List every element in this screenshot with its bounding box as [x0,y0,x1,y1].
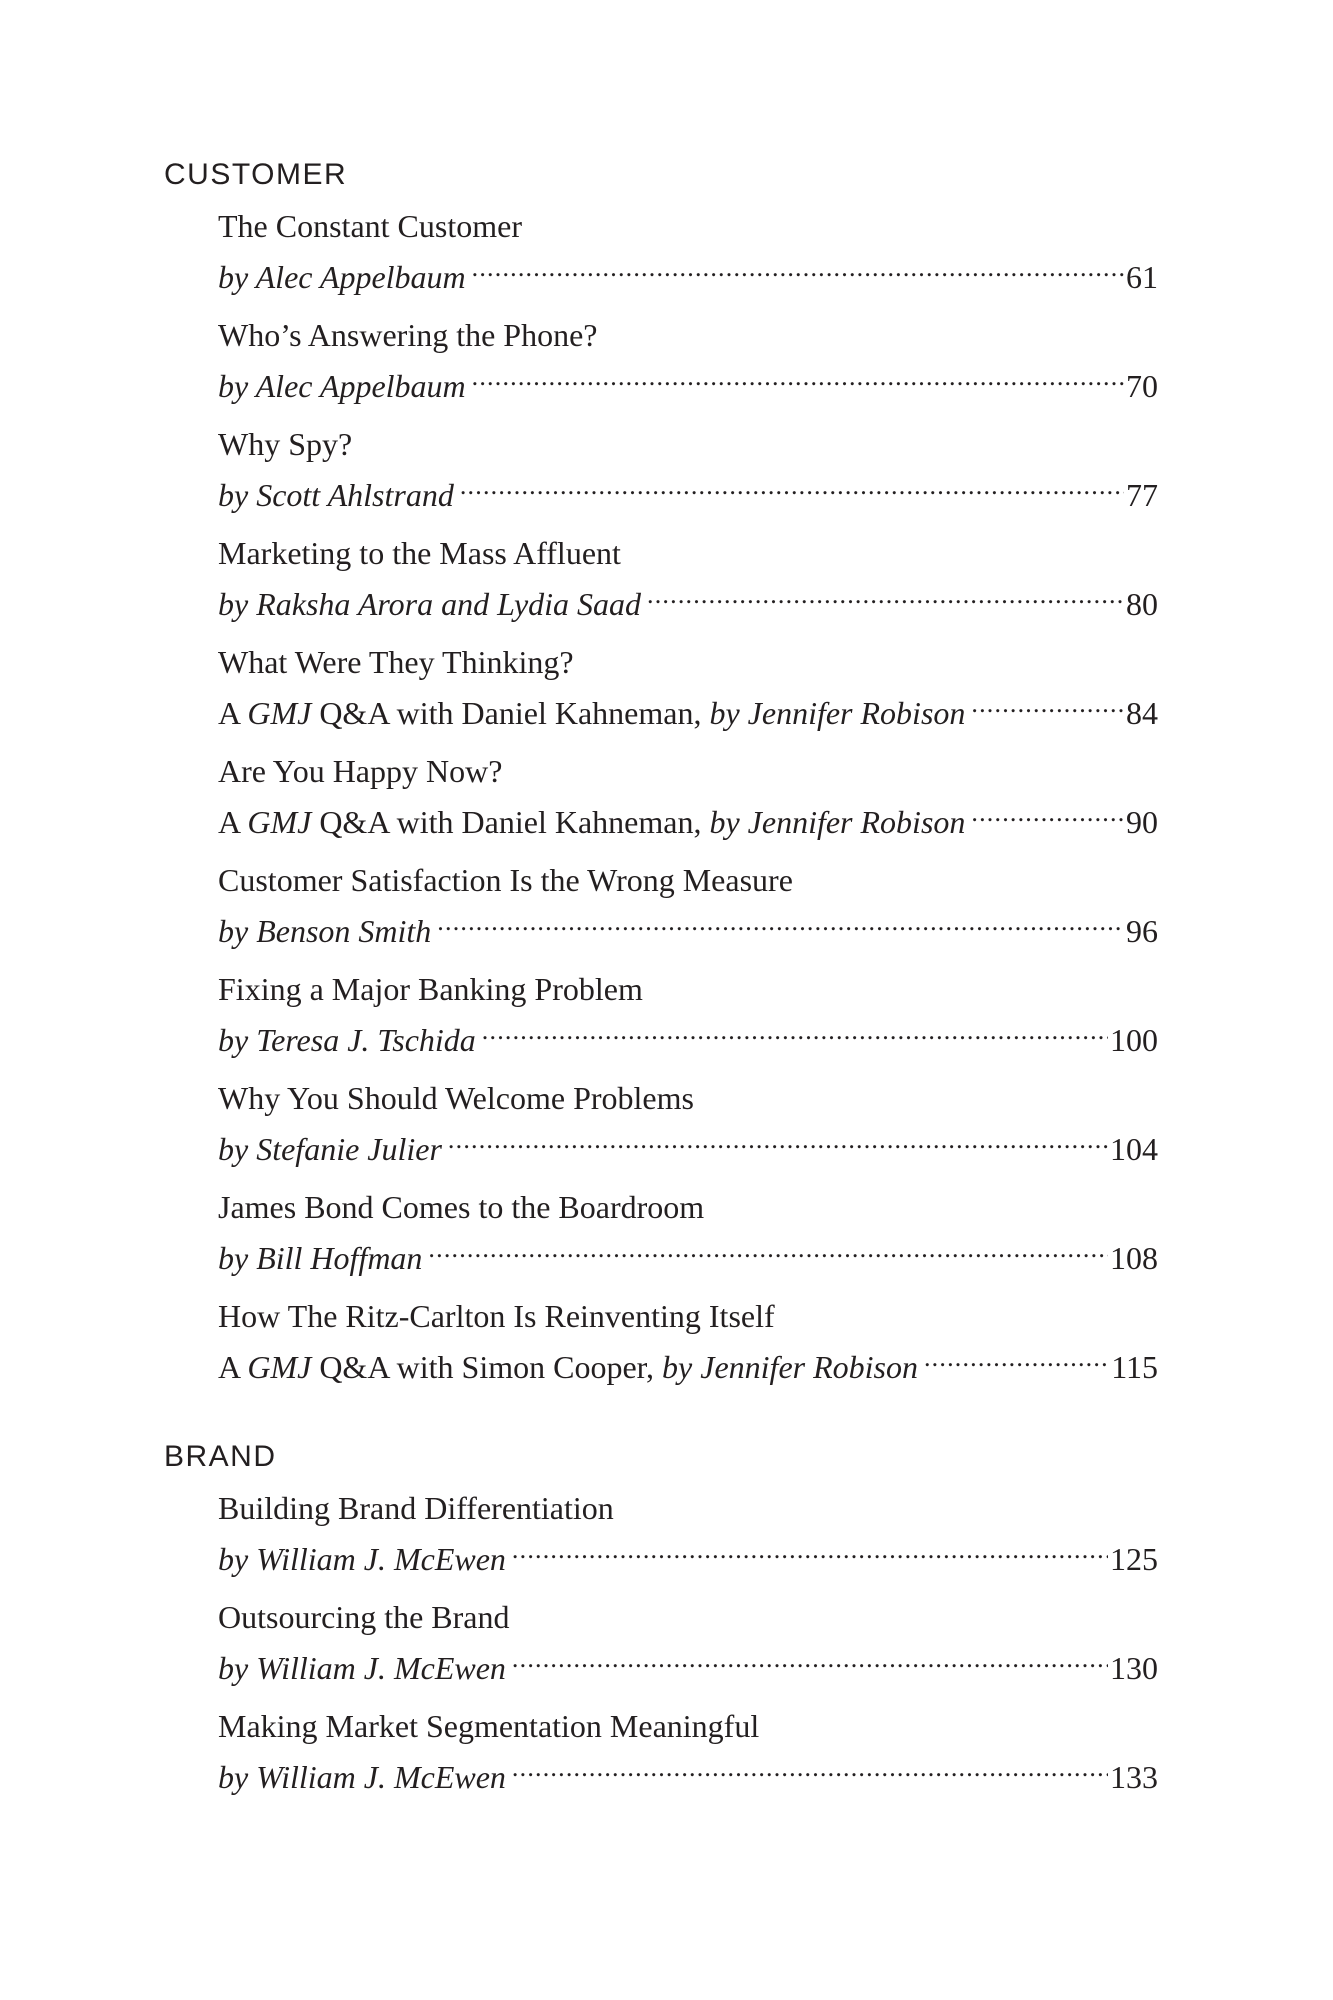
dot-leader [482,1011,1108,1051]
entry-byline: by William J. McEwen [218,1541,506,1577]
entry-byline-row [218,902,1158,949]
entry-byline: by Benson Smith [218,913,432,949]
entry-page-number: 115 [1111,1349,1158,1385]
entry-byline-prefix [218,802,965,842]
entry-page-number: 125 [1110,1541,1158,1577]
toc-entry[interactable] [218,1597,1158,1686]
entry-byline-row [218,248,1158,295]
toc-entry[interactable] [218,424,1158,513]
publication-abbrev: GMJ [247,1349,312,1385]
entry-byline-row [218,1338,1158,1385]
entry-byline: by Jennifer Robison [662,1349,918,1385]
entry-page-number: 133 [1110,1759,1158,1795]
prefix-a: A [218,1349,248,1385]
entry-page-number: 90 [1126,804,1158,840]
toc-entry[interactable] [218,642,1158,731]
entry-byline-prefix [218,693,965,733]
toc-entry[interactable] [218,969,1158,1058]
entry-title: Making Market Segmentation Meaningful [218,1708,760,1744]
prefix-a: A [218,695,248,731]
entry-title: The Constant Customer [218,208,522,244]
toc-entry[interactable] [218,751,1158,840]
entry-page-number: 100 [1110,1022,1158,1058]
entry-page-number: 70 [1126,368,1158,404]
entry-title: Building Brand Differentiation [218,1490,614,1526]
entry-byline-row [218,684,1158,731]
publication-abbrev: GMJ [247,695,312,731]
entry-byline-row [218,1011,1158,1058]
dot-leader [647,575,1124,615]
toc-entry[interactable] [218,860,1158,949]
section-heading: BRAND [164,1440,277,1473]
entry-title: What Were They Thinking? [218,644,574,680]
toc-entry[interactable] [218,533,1158,622]
entry-title: Are You Happy Now? [218,753,503,789]
entry-byline-row [218,1748,1158,1795]
toc-entry[interactable] [218,206,1158,295]
entry-page-number: 77 [1126,477,1158,513]
entry-title: Customer Satisfaction Is the Wrong Measure [218,862,793,898]
publication-abbrev: GMJ [247,804,312,840]
section-heading: CUSTOMER [164,158,348,191]
entry-page-number: 130 [1110,1650,1158,1686]
entry-byline-row [218,1229,1158,1276]
entry-byline: by Jennifer Robison [709,695,966,731]
entry-byline: by Teresa J. Tschida [218,1022,476,1058]
toc-entry[interactable] [218,1706,1158,1795]
entry-title: James Bond Comes to the Boardroom [218,1189,705,1225]
entry-byline-row [218,357,1158,404]
entry-byline: by Bill Hoffman [218,1240,423,1276]
entry-page-number: 108 [1110,1240,1158,1276]
entry-title: Fixing a Major Banking Problem [218,971,643,1007]
entry-page-number: 61 [1126,259,1158,295]
prefix-rest: Q&A with Daniel Kahneman, [311,695,710,731]
entry-title: How The Ritz-Carlton Is Reinventing Itself [218,1298,775,1334]
entry-byline: by Alec Appelbaum [218,368,466,404]
toc-entry[interactable] [218,315,1158,404]
entry-byline: by Alec Appelbaum [218,259,466,295]
dot-leader [971,684,1124,724]
dot-leader [472,357,1124,397]
entry-byline: by Raksha Arora and Lydia Saad [218,586,642,622]
dot-leader [512,1639,1108,1679]
toc-entry[interactable] [218,1187,1158,1276]
dot-leader [924,1338,1109,1378]
entry-byline-row [218,793,1158,840]
dot-leader [437,902,1124,942]
dot-leader [428,1229,1108,1269]
entry-page-number: 84 [1126,695,1158,731]
dot-leader [512,1530,1108,1570]
entry-byline-row [218,1639,1158,1686]
entry-byline: by Jennifer Robison [709,804,966,840]
entry-byline-row [218,1120,1158,1167]
entry-title: Outsourcing the Brand [218,1599,510,1635]
dot-leader [472,248,1124,288]
prefix-rest: Q&A with Simon Cooper, [311,1349,663,1385]
prefix-a: A [218,804,248,840]
dot-leader [448,1120,1108,1160]
dot-leader [460,466,1124,506]
prefix-rest: Q&A with Daniel Kahneman, [311,804,710,840]
entry-title: Why Spy? [218,426,353,462]
entry-title: Why You Should Welcome Problems [218,1080,694,1116]
entry-byline-row [218,575,1158,622]
entry-byline-row [218,1530,1158,1577]
toc-entry[interactable] [218,1488,1158,1577]
entry-title: Marketing to the Mass Affluent [218,535,621,571]
entry-byline-prefix [218,1347,918,1387]
entry-page-number: 104 [1110,1131,1158,1167]
entry-byline-row [218,466,1158,513]
dot-leader [512,1748,1108,1788]
entry-title: Who’s Answering the Phone? [218,317,598,353]
dot-leader [971,793,1124,833]
entry-page-number: 80 [1126,586,1158,622]
entry-byline: by Scott Ahlstrand [218,477,454,513]
toc-entry[interactable] [218,1296,1158,1385]
entry-page-number: 96 [1126,913,1158,949]
entry-byline: by Stefanie Julier [218,1131,442,1167]
toc-entry[interactable] [218,1078,1158,1167]
entry-byline: by William J. McEwen [218,1650,506,1686]
entry-byline: by William J. McEwen [218,1759,506,1795]
